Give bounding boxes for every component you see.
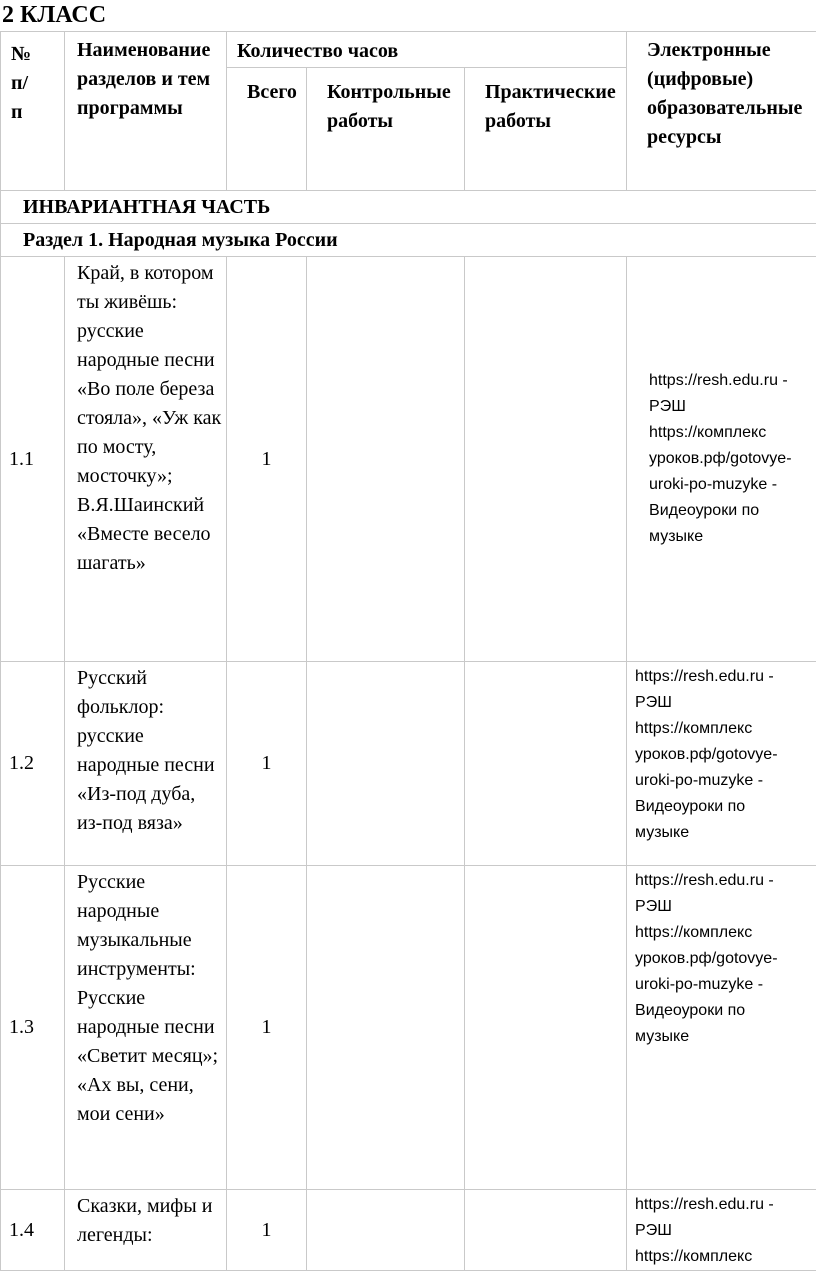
header-num	[1, 32, 65, 191]
resource-line[interactable]: https://resh.edu.ru -	[649, 368, 812, 394]
row-control	[307, 866, 465, 1190]
resource-line[interactable]: uroki-po-muzyke -	[649, 472, 812, 498]
row-resources	[627, 1190, 816, 1271]
resource-line[interactable]: https://resh.edu.ru -	[635, 1192, 812, 1218]
header-num-line-2: п/	[11, 69, 58, 98]
row-practical	[465, 1190, 627, 1271]
resource-line: РЭШ	[649, 394, 812, 420]
table-row	[1, 1190, 816, 1271]
curriculum-table	[0, 31, 816, 1271]
row-num: 1.4	[1, 1190, 65, 1271]
resource-line[interactable]: уроков.рф/gotovye-	[635, 742, 812, 768]
header-practical: Практические работы	[465, 68, 627, 191]
row-practical	[465, 257, 627, 662]
table-row	[1, 866, 816, 1190]
header-name: Наименование разделов и тем программы	[65, 32, 227, 191]
row-num: 1.2	[1, 662, 65, 866]
resource-line: РЭШ	[635, 894, 812, 920]
row-total: 1	[227, 866, 307, 1190]
table-row	[1, 662, 816, 866]
row-num: 1.1	[1, 257, 65, 662]
resource-line: Видеоуроки по	[635, 794, 812, 820]
resource-line: РЭШ	[635, 690, 812, 716]
page-title: 2 КЛАСС	[2, 0, 106, 30]
resource-line[interactable]: https://комплекс	[635, 716, 812, 742]
resource-line[interactable]: уроков.рф/gotovye-	[649, 446, 812, 472]
row-total: 1	[227, 257, 307, 662]
resource-line[interactable]: https://resh.edu.ru -	[635, 868, 812, 894]
row-resources	[627, 257, 816, 662]
resource-line[interactable]: uroki-po-muzyke -	[635, 972, 812, 998]
header-control: Контрольные работы	[307, 68, 465, 191]
row-total: 1	[227, 1190, 307, 1271]
row-name: Русский фольклор: русские народные песни «Из-под дуба, из-под вяза»	[65, 662, 227, 866]
row-control	[307, 1190, 465, 1271]
header-num-line-3: п	[11, 98, 58, 127]
header-resources: Электронные (цифровые) образовательные ресурсы	[627, 32, 816, 191]
row-num: 1.3	[1, 866, 65, 1190]
resource-line[interactable]: https://комплекс	[649, 420, 812, 446]
section-row	[1, 224, 816, 257]
resource-line: Видеоуроки по	[635, 998, 812, 1024]
resource-line: музыке	[649, 524, 812, 550]
row-name: Сказки, мифы и легенды:	[65, 1190, 227, 1271]
header-total: Всего	[227, 68, 307, 191]
row-name: Русские народные музыкальные инструменты: Русские народные песни «Светит месяц»; «Ах вы, сени, мои сени»	[65, 866, 227, 1190]
row-practical	[465, 866, 627, 1190]
header-num-line-1: №	[11, 40, 58, 69]
header-hours: Количество часов	[227, 32, 627, 68]
row-control	[307, 662, 465, 866]
resource-line[interactable]: https://resh.edu.ru -	[635, 664, 812, 690]
section-title: Раздел 1. Народная музыка России	[1, 224, 816, 257]
resource-line[interactable]: https://комплекс	[635, 920, 812, 946]
resource-line: Видеоуроки по	[649, 498, 812, 524]
table-row	[1, 257, 816, 662]
resource-line: РЭШ	[635, 1218, 812, 1244]
resource-line[interactable]: уроков.рф/gotovye-	[635, 946, 812, 972]
resource-line[interactable]: https://комплекс	[635, 1244, 812, 1270]
resource-line: музыке	[635, 820, 812, 846]
resource-line: музыке	[635, 1024, 812, 1050]
row-resources	[627, 866, 816, 1190]
header-row	[1, 32, 816, 68]
part-title: ИНВАРИАНТНАЯ ЧАСТЬ	[1, 191, 816, 224]
part-row	[1, 191, 816, 224]
row-resources	[627, 662, 816, 866]
resource-line[interactable]: uroki-po-muzyke -	[635, 768, 812, 794]
row-name: Край, в котором ты живёшь: русские народные песни «Во поле береза стояла», «Уж как по мосту, мосточку»; В.Я.Шаинский «Вместе весело шагать»	[65, 257, 227, 662]
row-control	[307, 257, 465, 662]
row-practical	[465, 662, 627, 866]
row-total: 1	[227, 662, 307, 866]
